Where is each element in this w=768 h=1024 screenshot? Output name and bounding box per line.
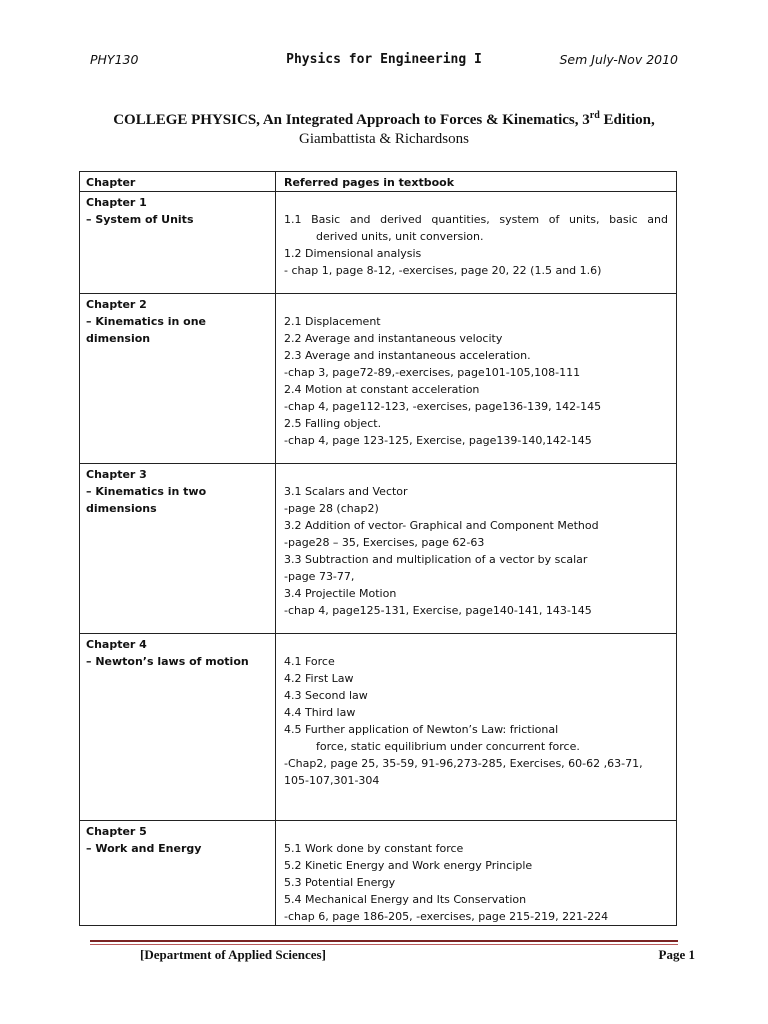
table-row: [80, 294, 677, 464]
course-code: PHY130: [90, 52, 139, 67]
list-item: 4.1 Force: [284, 655, 335, 668]
chapter-number: Chapter 4: [86, 638, 147, 651]
pages-cell: [276, 821, 677, 926]
list-item: 2.4 Motion at constant acceleration: [284, 383, 480, 396]
chapter-number: Chapter 3: [86, 468, 147, 481]
list-item: -chap 4, page 123-125, Exercise, page139-140,142-145: [284, 434, 592, 447]
list-item: 3.2 Addition of vector- Graphical and Component Method: [284, 519, 599, 532]
list-item: -chap 6, page 186-205, -exercises, page 215-219, 221-224: [284, 910, 609, 923]
title-line1: COLLEGE PHYSICS, An Integrated Approach to Forces & Kinematics, 3: [113, 112, 590, 128]
textbook-title: [0, 106, 768, 149]
table-row: [80, 464, 677, 634]
course-title: Physics for Engineering I: [286, 52, 482, 67]
list-item: 5.4 Mechanical Energy and Its Conservation: [284, 893, 527, 906]
list-item: 1.1 Basic and derived quantities, system of units, basic and: [284, 213, 668, 226]
syllabus-table: [79, 171, 677, 926]
pages-cell: [276, 464, 677, 634]
list-item: -page 73-77,: [284, 570, 355, 583]
list-item: force, static equilibrium under concurrent force.: [316, 740, 580, 753]
table-row: [80, 821, 677, 926]
list-item: 3.3 Subtraction and multiplication of a vector by scalar: [284, 553, 588, 566]
list-item: -Chap2, page 25, 35-59, 91-96,273-285, Exercises, 60-62 ,63-71,: [284, 757, 643, 770]
list-item: 4.4 Third law: [284, 706, 356, 719]
table-row: [80, 634, 677, 821]
table-row: [80, 192, 677, 294]
list-item: 5.2 Kinetic Energy and Work energy Principle: [284, 859, 533, 872]
list-item: 2.5 Falling object.: [284, 417, 382, 430]
chapter-topic: – Work and Energy: [86, 842, 202, 855]
list-item: 4.3 Second law: [284, 689, 368, 702]
list-item: 105-107,301-304: [284, 774, 380, 787]
header-pages: Referred pages in textbook: [276, 172, 677, 192]
list-item: 2.2 Average and instantaneous velocity: [284, 332, 503, 345]
chapter-cell: [80, 821, 276, 926]
table-header-row: [80, 172, 677, 192]
chapter-topic: – Kinematics in one dimension: [86, 315, 207, 345]
chapter-topic: – System of Units: [86, 213, 194, 226]
semester: Sem July-Nov 2010: [559, 52, 678, 67]
list-item: 1.2 Dimensional analysis: [284, 247, 422, 260]
list-item: 4.2 First Law: [284, 672, 354, 685]
chapter-number: Chapter 5: [86, 825, 147, 838]
footer-rule-thin: [90, 944, 678, 945]
chapter-topic: – Kinematics in two dimensions: [86, 485, 207, 515]
chapter-cell: [80, 464, 276, 634]
list-item: 5.3 Potential Energy: [284, 876, 396, 889]
page-number: Page 1: [658, 947, 695, 962]
chapter-number: Chapter 2: [86, 298, 147, 311]
page-header: [90, 52, 678, 72]
title-sup: rd: [589, 110, 600, 121]
list-item: -page28 – 35, Exercises, page 62-63: [284, 536, 485, 549]
chapter-cell: [80, 294, 276, 464]
chapter-cell: [80, 634, 276, 821]
footer-rule: [90, 940, 678, 942]
chapter-topic: – Newton’s laws of motion: [86, 655, 249, 668]
pages-cell: [276, 294, 677, 464]
list-item: 4.5 Further application of Newton’s Law: frictional: [284, 723, 559, 736]
list-item: - chap 1, page 8-12, -exercises, page 20, 22 (1.5 and 1.6): [284, 264, 602, 277]
pages-cell: [276, 192, 677, 294]
list-item: -chap 4, page112-123, -exercises, page136-139, 142-145: [284, 400, 602, 413]
chapter-cell: [80, 192, 276, 294]
list-item: -chap 3, page72-89,-exercises, page101-105,108-111: [284, 366, 581, 379]
list-item: 3.4 Projectile Motion: [284, 587, 397, 600]
list-item: 3.1 Scalars and Vector: [284, 485, 408, 498]
header-chapter: Chapter: [80, 172, 276, 192]
title-line1-end: Edition,: [599, 112, 655, 128]
list-item: 5.1 Work done by constant force: [284, 842, 464, 855]
chapter-number: Chapter 1: [86, 196, 147, 209]
title-authors: Giambattista & Richardsons: [299, 131, 469, 147]
pages-cell: [276, 634, 677, 821]
list-item: -page 28 (chap2): [284, 502, 379, 515]
list-item: -chap 4, page125-131, Exercise, page140-141, 143-145: [284, 604, 592, 617]
list-item: 2.1 Displacement: [284, 315, 381, 328]
list-item: derived units, unit conversion.: [316, 230, 484, 243]
footer-department: [Department of Applied Sciences]: [140, 947, 326, 962]
list-item: 2.3 Average and instantaneous acceleration.: [284, 349, 531, 362]
